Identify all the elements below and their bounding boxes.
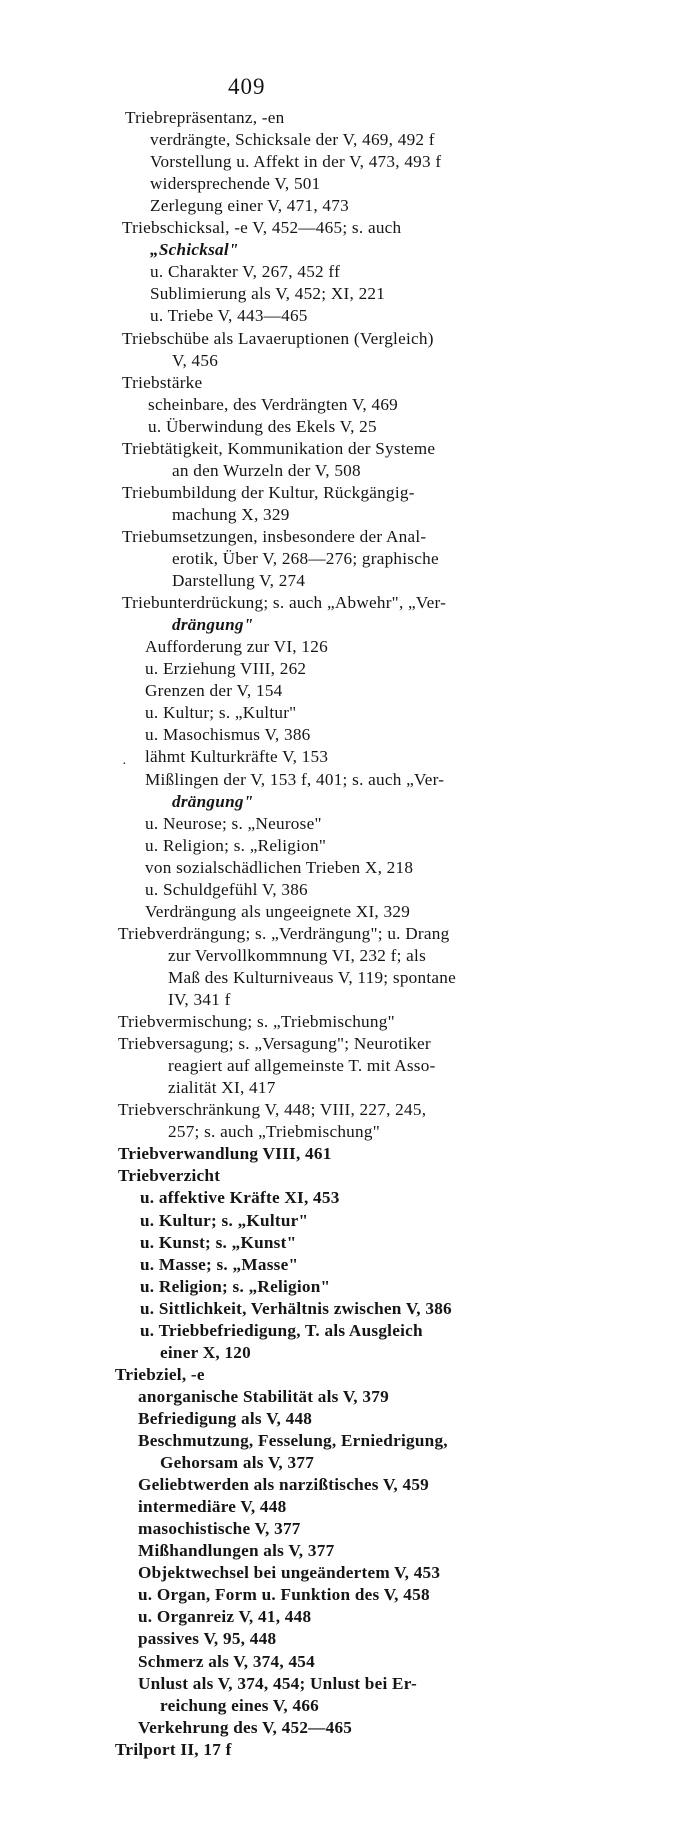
index-line: Aufforderung zur VI, 126: [145, 637, 328, 657]
index-line: u. Neurose; s. „Neurose": [145, 813, 322, 833]
index-line: Triebumsetzungen, insbesondere der Anal-: [122, 526, 427, 546]
index-line: „Schicksal": [150, 240, 239, 260]
index-line: verdrängte, Schicksale der V, 469, 492 f: [150, 130, 435, 150]
page-number: 409: [228, 74, 266, 99]
index-line: Triebverwandlung VIII, 461: [118, 1144, 332, 1164]
margin-mark: ·: [122, 757, 127, 772]
index-line: u. Masochismus V, 386: [145, 725, 311, 745]
index-line: reagiert auf allgemeinste T. mit Asso-: [168, 1056, 436, 1076]
index-line: Gehorsam als V, 377: [160, 1453, 315, 1473]
index-line: masochistische V, 377: [138, 1519, 301, 1539]
index-line: u. Erziehung VIII, 262: [145, 659, 307, 679]
index-line: u. Masse; s. „Masse": [140, 1254, 299, 1274]
index-line: Triebumbildung der Kultur, Rückgängig-: [122, 482, 415, 502]
index-line: Grenzen der V, 154: [145, 681, 283, 701]
index-line: Triebversagung; s. „Versagung"; Neurotiker: [118, 1034, 431, 1054]
index-line: Verdrängung als ungeeignete XI, 329: [145, 901, 411, 921]
index-line: Mißlingen der V, 153 f, 401; s. auch „Ver-: [145, 769, 445, 789]
index-line: drängung": [172, 615, 254, 635]
index-line: u. Schuldgefühl V, 386: [145, 879, 308, 899]
index-line: u. Charakter V, 267, 452 ff: [150, 262, 341, 282]
index-line: machung X, 329: [172, 504, 290, 524]
index-line: u. Religion; s. „Religion": [145, 835, 327, 855]
index-line: Verkehrung des V, 452—465: [138, 1717, 353, 1737]
index-line: Maß des Kulturniveaus V, 119; spontane: [168, 967, 456, 987]
index-line: einer X, 120: [160, 1342, 251, 1362]
index-line: zialität XI, 417: [168, 1078, 276, 1098]
index-line: Geliebtwerden als narzißtisches V, 459: [138, 1475, 430, 1495]
index-line: Triebunterdrückung; s. auch „Abwehr", „Ver-: [122, 593, 447, 613]
index-line: Triebverzicht: [118, 1166, 221, 1186]
index-line: erotik, Über V, 268—276; graphische: [172, 549, 439, 568]
index-line: u. Kultur; s. „Kultur": [145, 703, 297, 723]
index-line: Unlust als V, 374, 454; Unlust bei Er-: [138, 1673, 417, 1693]
index-line: u. affektive Kräfte XI, 453: [140, 1188, 340, 1208]
index-line: u. Triebbefriedigung, T. als Ausgleich: [140, 1320, 423, 1340]
index-line: u. Organ, Form u. Funktion des V, 458: [138, 1585, 430, 1605]
index-line: Triebrepräsentanz, -en: [125, 108, 285, 127]
index-line: zur Vervollkommnung VI, 232 f; als: [168, 945, 427, 965]
index-line: Triebschicksal, -e V, 452—465; s. auch: [122, 218, 402, 238]
index-line: an den Wurzeln der V, 508: [172, 460, 361, 480]
index-line: IV, 341 f: [168, 990, 231, 1009]
index-line: Vorstellung u. Affekt in der V, 473, 493 f: [150, 152, 442, 172]
index-line: Triebverschränkung V, 448; VIII, 227, 245,: [118, 1100, 427, 1120]
index-line: von sozialschädlichen Trieben X, 218: [145, 857, 414, 877]
index-line: u. Kultur; s. „Kultur": [140, 1210, 309, 1230]
index-line: Triebtätigkeit, Kommunikation der Systeme: [122, 438, 436, 458]
index-line: anorganische Stabilität als V, 379: [138, 1386, 389, 1406]
index-line: Schmerz als V, 374, 454: [138, 1651, 315, 1671]
index-line: scheinbare, des Verdrängten V, 469: [148, 394, 399, 414]
index-line: Darstellung V, 274: [172, 571, 306, 591]
index-line: Sublimierung als V, 452; XI, 221: [150, 284, 386, 304]
index-line: Triebvermischung; s. „Triebmischung": [118, 1012, 395, 1032]
index-line: reichung eines V, 466: [160, 1695, 320, 1715]
index-line: u. Sittlichkeit, Verhältnis zwischen V, 386: [140, 1298, 452, 1318]
index-line: drängung": [172, 791, 254, 811]
index-line: V, 456: [172, 350, 219, 370]
index-line: Triebstärke: [122, 372, 203, 392]
index-line: u. Organreiz V, 41, 448: [138, 1607, 312, 1627]
index-line: lähmt Kulturkräfte V, 153: [145, 747, 329, 767]
index-line: Befriedigung als V, 448: [138, 1408, 313, 1428]
index-line: u. Religion; s. „Religion": [140, 1276, 331, 1296]
index-line: Triebziel, -e: [115, 1364, 205, 1384]
index-line: intermediäre V, 448: [138, 1497, 287, 1517]
index-line: Triebverdrängung; s. „Verdrängung"; u. Drang: [118, 923, 450, 943]
index-line: u. Triebe V, 443—465: [150, 306, 308, 326]
index-line: Trilport II, 17 f: [115, 1739, 232, 1759]
index-line: u. Kunst; s. „Kunst": [140, 1232, 297, 1252]
index-line: Triebschübe als Lavaeruptionen (Vergleich): [122, 328, 434, 348]
index-line: Mißhandlungen als V, 377: [138, 1541, 335, 1561]
index-line: Beschmutzung, Fesselung, Erniedrigung,: [138, 1431, 448, 1450]
index-line: passives V, 95, 448: [138, 1629, 277, 1649]
index-line: 257; s. auch „Triebmischung": [168, 1122, 380, 1142]
index-line: Objektwechsel bei ungeändertem V, 453: [138, 1563, 441, 1583]
index-line: widersprechende V, 501: [150, 174, 321, 194]
index-line: Zerlegung einer V, 471, 473: [150, 196, 349, 216]
index-line: u. Überwindung des Ekels V, 25: [148, 416, 377, 436]
